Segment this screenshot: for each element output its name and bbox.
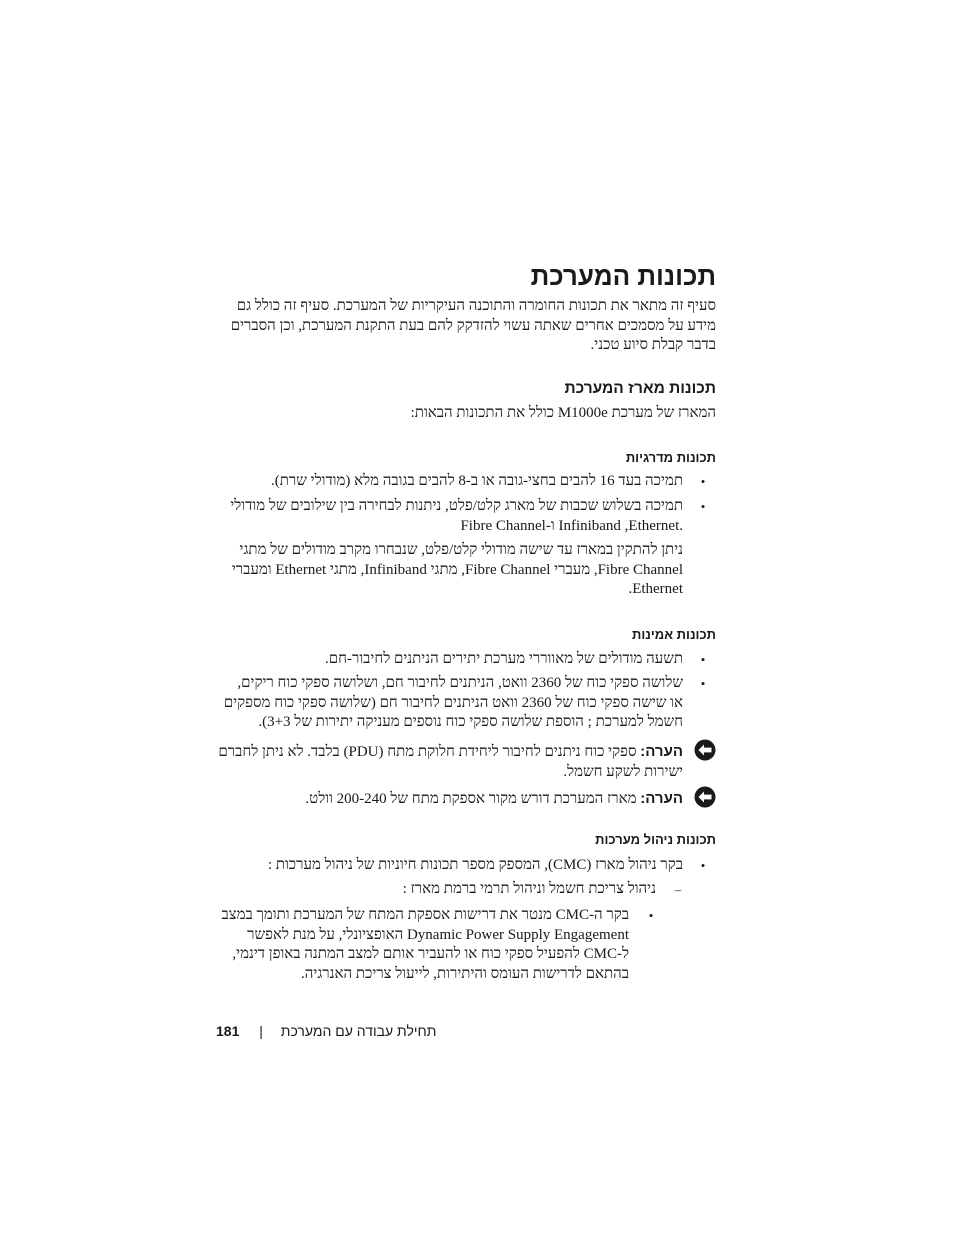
bullet: • [700,676,706,691]
subheading-modularity: תכונות מדרגיות [625,450,716,465]
management-sub-bullet [209,906,629,984]
management-bullet-1: בקר ניהול מארז (CMC), המספק מספר תכונות חיוניות של ניהול מערכות : [267,857,683,873]
bullet-line: חשמל למערכת ; הוספת שלושה ספקי כוח נוספים מעניקה יתירות של 3+3). [258,714,683,730]
intro-line: סעיף זה מתאר את תכונות החומרה והתוכנה העיקריות של המערכת. סעיף זה כולל גם [236,298,716,314]
note-2 [213,789,683,810]
bullet-line: תמיכה בשלוש שכבות של מארג קלט/פלט, ניתנות לבחירה בין שילובים של מודולי [230,498,683,514]
modularity-paragraph [203,541,683,600]
modularity-bullet-1: תמיכה בעד 16 להבים בחצי-גובה או ב-8 להבים בגובה מלא (מודולי שרת). [271,473,683,489]
bullet-line: בקר ה-CMC מנטר את דרישות אספקת המתח של המערכת ותומך במצב [221,907,629,923]
paragraph-line: ניתן להתקין במארז עד שישה מודולי קלט/פלט, שנבחרו מקרב מודולים של מתגי [239,542,683,558]
footer-title: תחילת עבודה עם המערכת [280,1023,437,1039]
intro-line: בדבר קבלת סיוע טכני. [590,337,716,353]
page-title: תכונות המערכת [530,261,716,291]
modularity-bullet-2 [213,497,683,536]
page-number: 181 [216,1023,240,1039]
bullet-line: שלושה ספקי כוח של 2360 וואט, הניתנים לחיבור חם, ושלושה ספקי כוח ריקים, [237,675,683,691]
note-line: ישירות לשקע חשמל. [563,763,683,780]
section-heading-chassis: תכונות מארז המערכת [564,380,716,397]
note-1 [213,742,683,782]
bullet-line: Fibre Channel-ו Infiniband ,Ethernet. [460,517,683,534]
note-line [213,742,683,763]
note-label: הערה: [640,743,683,760]
bullet: • [700,858,706,873]
bullet-line: Dynamic Power Supply Engagement האופציונלי, על מנת לאפשר [247,926,629,943]
bullet: • [648,908,654,923]
footer-separator: | [259,1023,263,1039]
note-arrow-icon [694,739,716,761]
bullet: • [700,499,706,514]
bullet: • [700,474,706,489]
bullet-line: בהתאם לדרישות העומס והיתירות, לייעול צריכת האנרגיה. [301,965,629,982]
note-label: הערה: [640,790,683,807]
paragraph-line: Ethernet. [628,581,683,597]
intro-paragraph [216,297,716,356]
paragraph-line: Fibre Channel, מעברי Fibre Channel, מתגי Infiniband, מתגי Ethernet ומעברי [231,561,683,578]
management-dash-item: ניהול צריכת חשמל וניהול תרמי ברמת מארז : [402,881,656,897]
note-text: ספקי כוח ניתנים לחיבור ליחידת חלוקת מתח (PDU) בלבד. לא ניתן לחברם [218,744,637,760]
subheading-reliability: תכונות אמינות [631,627,716,642]
bullet-line: או שישה ספקי כוח של 2360 וואט הניתנים לחיבור חם (שלושה ספקי כוח מספקים [223,694,683,711]
bullet: • [700,652,706,667]
dash: – [674,882,682,897]
footer [216,1022,546,1040]
bullet-line: ל-CMC להפעיל ספקי כוח או להעביר אותם למצב המתנה באופן דינמי, [232,946,629,962]
reliability-bullet-2 [213,674,683,733]
note-text: מארז המערכת דורש מקור אספקת מתח של 200-240 וולט. [305,791,637,807]
subheading-management: תכונות ניהול מערכות [595,832,716,847]
reliability-bullet-1: תשעה מודולים של מאווררי מערכת יתירים הניתנים לחיבור-חם. [324,651,683,667]
intro-line: מידע על מסמכים אחרים שאתה עשוי להזדקק להם בעת התקנת המערכת, וכן הסברים [230,317,716,334]
chassis-lead: המארז של מערכת M1000e כולל את התכונות הבאות: [410,405,716,421]
note-arrow-icon [694,786,716,808]
